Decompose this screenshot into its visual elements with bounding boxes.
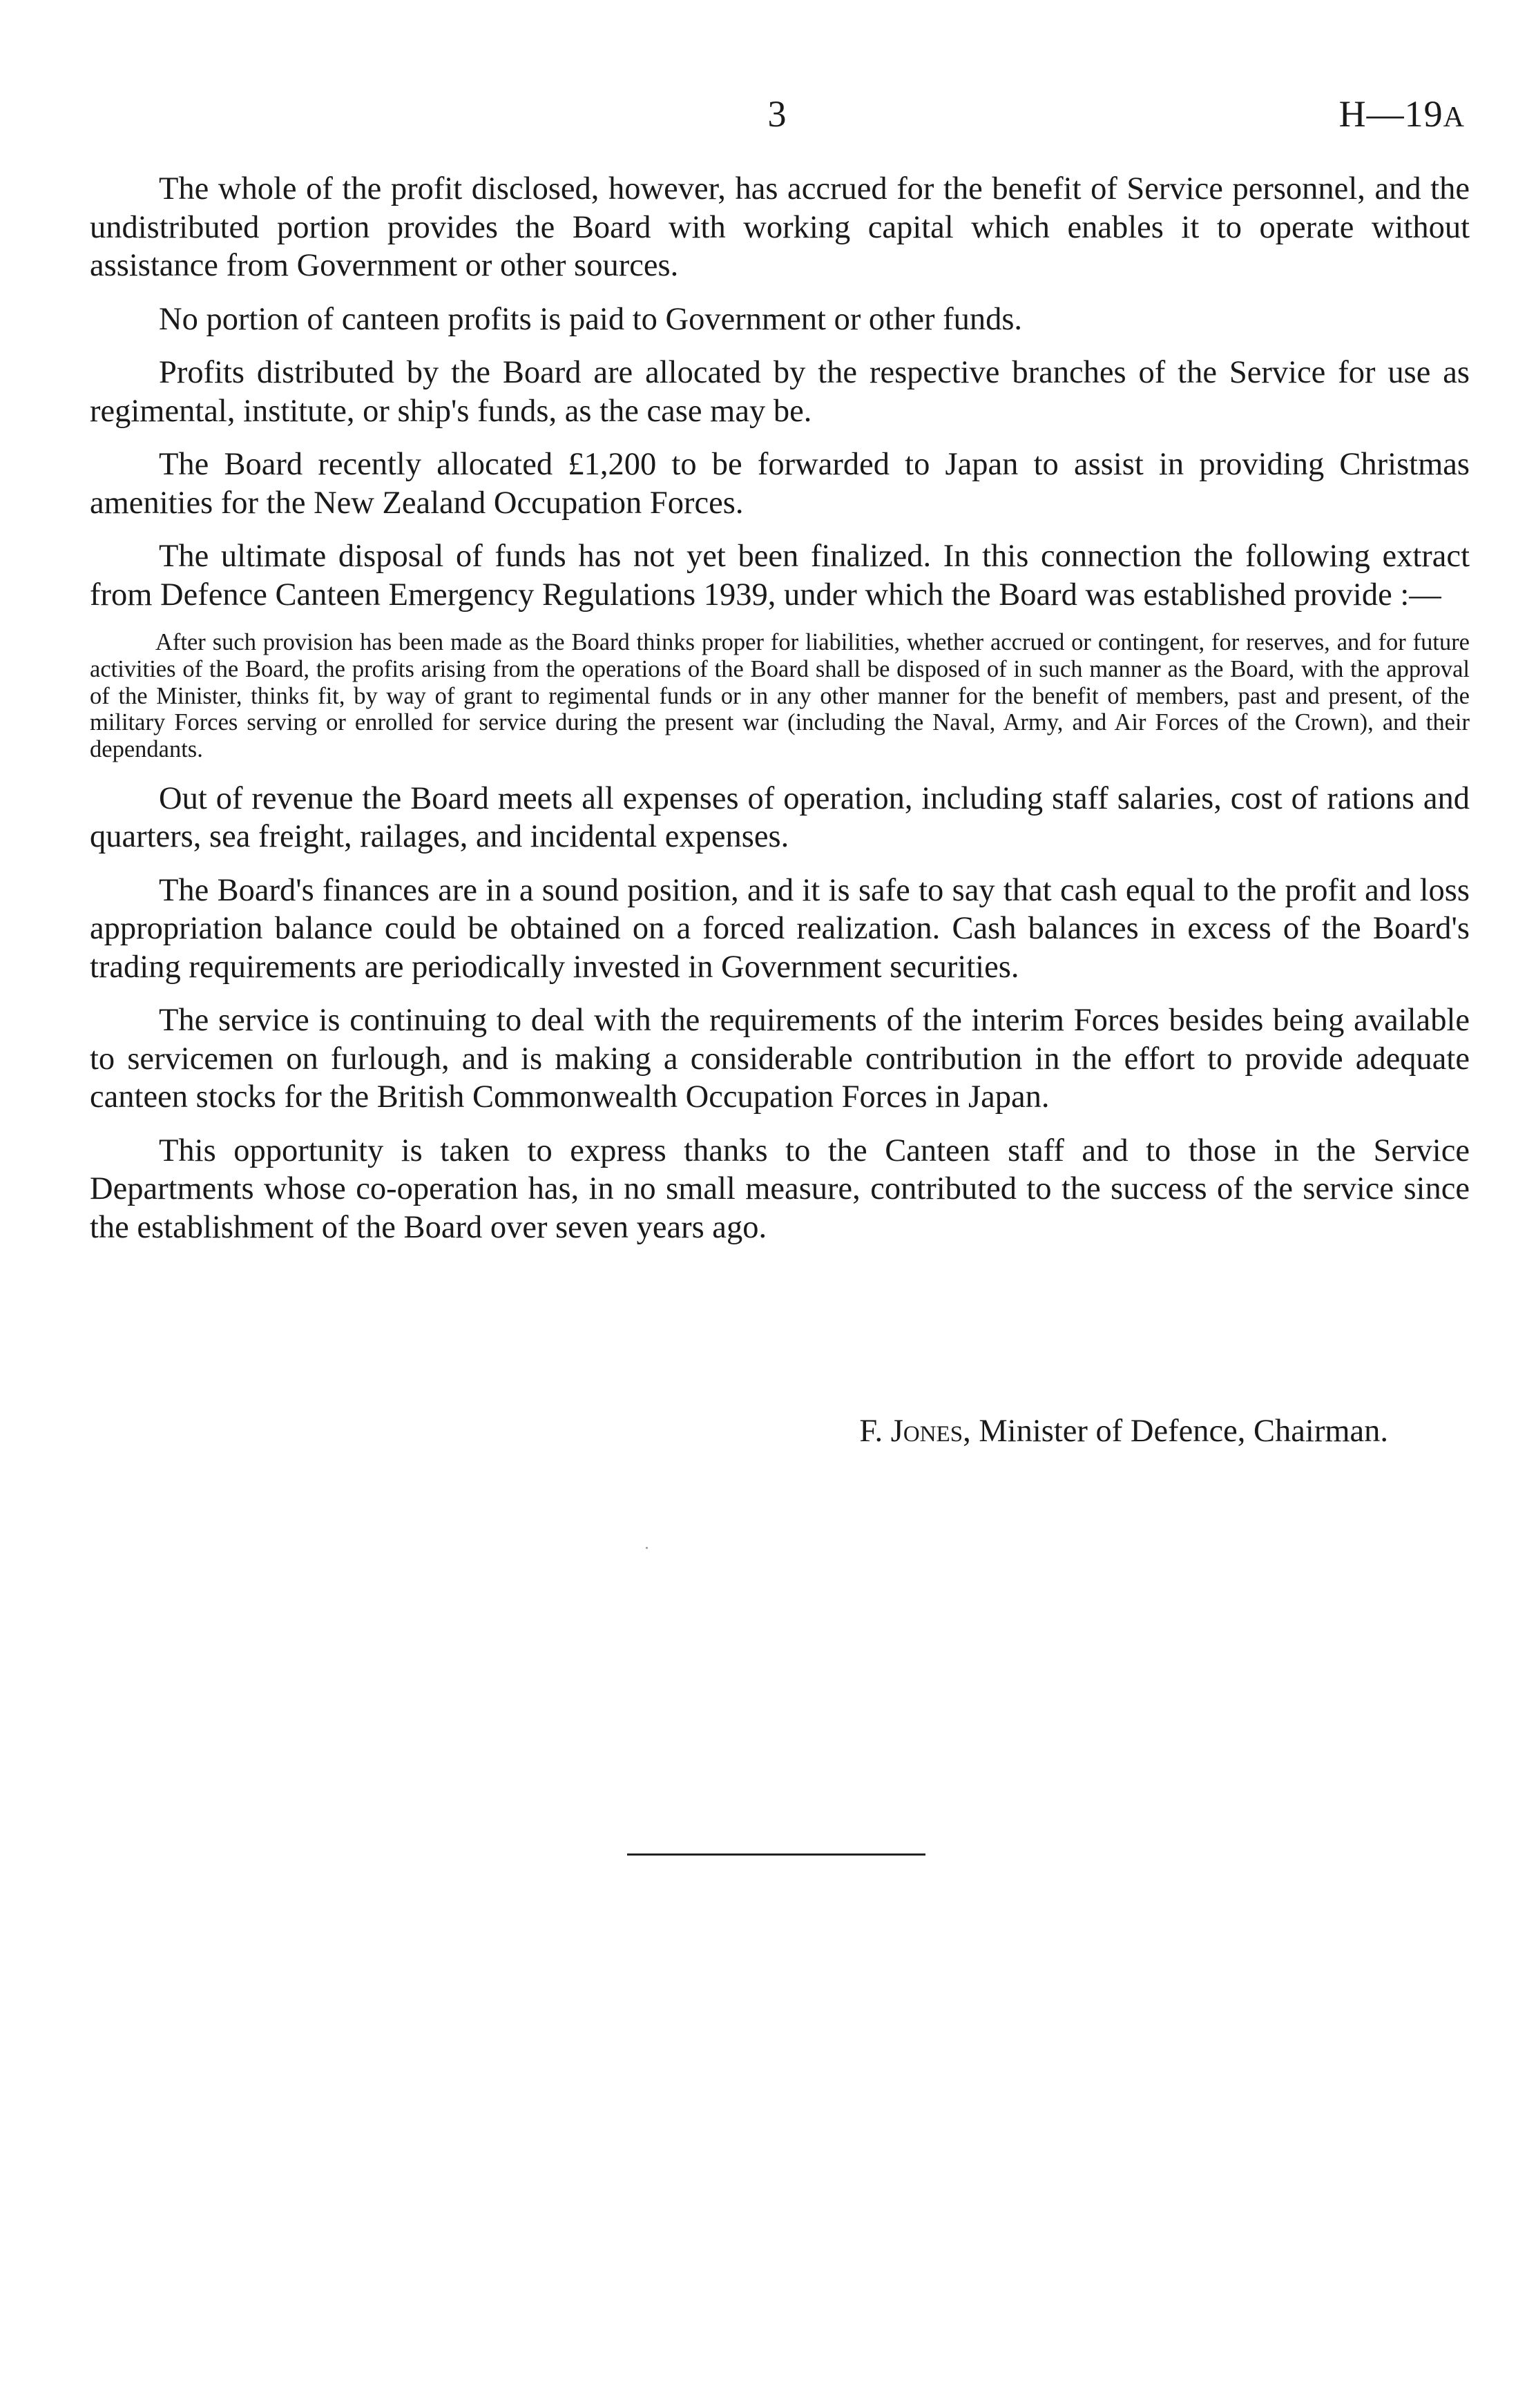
- page-number: 3: [767, 93, 787, 135]
- paragraph-profits-distributed: Profits distributed by the Board are allocated by the respective branches of the Service for use as regimental, institute, or ship's funds, as the case may be.: [90, 355, 1470, 429]
- print-speck: [646, 1547, 648, 1549]
- paragraph-interim-forces: The service is continuing to deal with the requirements of the interim Forces besides being available to servicemen on furlough, and is making a considerable contribution in the effort to provide adequate canteen stocks for the British Commonwealth Occupation Forces in Japan.: [90, 1003, 1470, 1115]
- paragraph-christmas-allocation: The Board recently allocated £1,200 to be forwarded to Japan to assist in providing Christmas amenities for the New Zealand Occupation Forces.: [90, 447, 1470, 521]
- signatory-name: F. Jones: [859, 1414, 963, 1449]
- end-rule-divider: [627, 1853, 925, 1856]
- regulations-extract-quote: After such provision has been made as the Board thinks proper for liabilities, whether accrued or contingent, for reserves, and for future activities of the Board, the profits arising from the operations of the Board shall be disposed of in such manner as the Board, with the approval of the Minister, thinks fit, by way of grant to regimental funds or in any other manner for the benefit of members, past and present, of the military Forces serving or enrolled for service during the present war (including the Naval, Army, and Air Forces of the Crown), and their dependants.: [90, 629, 1470, 763]
- body-text: [90, 170, 1470, 1262]
- signature-line: [725, 1412, 1388, 1451]
- document-reference: [1339, 93, 1465, 138]
- signatory-title: , Minister of Defence, Chairman.: [963, 1414, 1388, 1449]
- paragraph-no-government-funds: No portion of canteen profits is paid to Government or other funds.: [159, 301, 1023, 337]
- paragraph-ultimate-disposal: The ultimate disposal of funds has not yet been finalized. In this connection the following extract from Defence Canteen Emergency Regulations 1939, under which the Board was established provide :—: [90, 539, 1470, 613]
- paragraph-operating-expenses: Out of revenue the Board meets all expenses of operation, including staff salaries, cost of rations and quarters, sea freight, railages, and incidental expenses.: [90, 780, 1470, 855]
- paragraph-finances: The Board's finances are in a sound position, and it is safe to say that cash equal to the profit and loss appropriation balance could be obtained on a forced realization. Cash balances in excess of the Board's trading requirements are periodically invested in Government securities.: [90, 872, 1470, 985]
- document-reference-main: H—19: [1338, 93, 1443, 135]
- document-reference-suffix: A: [1443, 102, 1465, 133]
- paragraph-thanks: This opportunity is taken to express thanks to the Canteen staff and to those in the Service Departments whose co-operation has, in no small measure, contributed to the success of the service since the establishment of the Board over seven years ago.: [90, 1133, 1470, 1245]
- paragraph-profit-accrued: The whole of the profit disclosed, however, has accrued for the benefit of Service personnel, and the undistributed portion provides the Board with working capital which enables it to operate without assistance from Government or other sources.: [90, 171, 1470, 283]
